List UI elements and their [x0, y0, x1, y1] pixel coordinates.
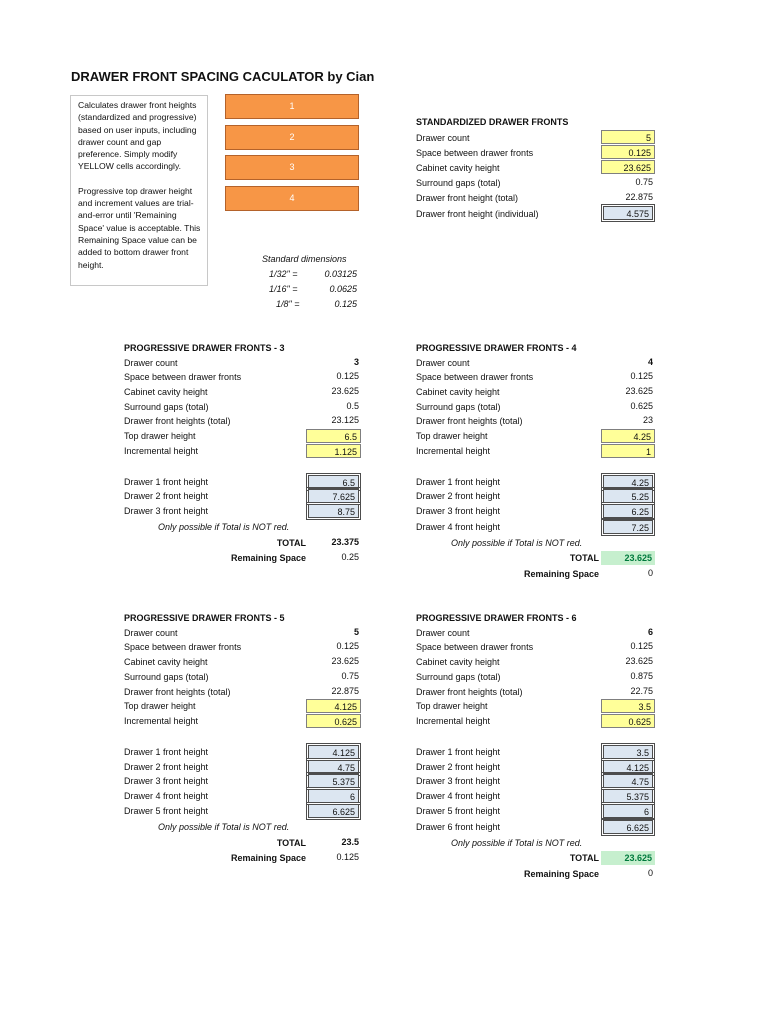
- label-cavity: Cabinet cavity height: [124, 657, 208, 667]
- section-title-progressive-4: PROGRESSIVE DRAWER FRONTS - 4: [416, 343, 577, 353]
- label-drawer-height: Drawer 1 front height: [416, 747, 501, 757]
- value-drawer-height: 7.625: [308, 489, 359, 503]
- dim-value: 0.0625: [329, 284, 357, 294]
- value-space-between: 0.125: [630, 371, 653, 381]
- value-total: 23.5: [341, 837, 359, 847]
- value-drawer-height: 5.375: [603, 789, 653, 803]
- label-cavity: Cabinet cavity height: [416, 163, 500, 173]
- value-drawer-height: 4.125: [603, 760, 653, 774]
- value-drawer-height: 6.25: [603, 504, 653, 518]
- dim-value: 0.125: [334, 299, 357, 309]
- value-heights-total: 23: [642, 415, 653, 425]
- section-title-progressive-5: PROGRESSIVE DRAWER FRONTS - 5: [124, 613, 285, 623]
- label-incremental: Incremental height: [416, 446, 491, 456]
- input-cavity[interactable]: 23.625: [601, 160, 655, 174]
- label-drawer-height: Drawer 1 front height: [416, 477, 501, 487]
- label-drawer-count: Drawer count: [416, 133, 470, 143]
- label-cavity: Cabinet cavity height: [416, 387, 500, 397]
- standard-dimensions-header: Standard dimensions: [262, 254, 347, 264]
- input-incremental[interactable]: 1.125: [306, 444, 361, 458]
- value-drawer-count: 3: [353, 357, 359, 367]
- label-top-height: Top drawer height: [124, 431, 196, 441]
- value-drawer-height: 4.125: [308, 745, 359, 759]
- label-space-between: Space between drawer fronts: [124, 642, 242, 652]
- value-remaining: 0: [647, 868, 653, 878]
- input-top-height[interactable]: 3.5: [601, 699, 655, 713]
- label-heights-total: Drawer front heights (total): [416, 416, 523, 426]
- value-surround: 0.875: [630, 671, 653, 681]
- value-drawer-height: 4.75: [308, 760, 359, 774]
- value-surround: 0.75: [635, 177, 653, 187]
- label-top-height: Top drawer height: [416, 701, 488, 711]
- nav-button-3[interactable]: 3: [225, 155, 359, 180]
- label-surround: Surround gaps (total): [124, 402, 209, 412]
- label-drawer-height: Drawer 2 front height: [124, 491, 209, 501]
- label-incremental: Incremental height: [416, 716, 491, 726]
- label-front-total: Drawer front height (total): [416, 193, 519, 203]
- only-possible-note: Only possible if Total is NOT red.: [158, 522, 290, 532]
- value-drawer-height: 5.25: [603, 489, 653, 503]
- input-incremental[interactable]: 0.625: [601, 714, 655, 728]
- value-drawer-height: 7.25: [603, 520, 653, 534]
- label-heights-total: Drawer front heights (total): [416, 687, 523, 697]
- dim-label: 1/32" =: [269, 269, 298, 279]
- value-total: 23.375: [331, 537, 359, 547]
- value-drawer-height: 6: [603, 804, 653, 818]
- label-drawer-height: Drawer 2 front height: [124, 762, 209, 772]
- label-incremental: Incremental height: [124, 716, 199, 726]
- label-drawer-height: Drawer 3 front height: [416, 776, 501, 786]
- value-drawer-height: 6.5: [308, 475, 359, 489]
- value-front-individual: 4.575: [603, 206, 653, 220]
- dim-label: 1/8" =: [276, 299, 300, 309]
- label-surround: Surround gaps (total): [416, 672, 501, 682]
- label-remaining: Remaining Space: [523, 569, 599, 579]
- value-heights-total: 23.125: [331, 415, 359, 425]
- label-drawer-height: Drawer 4 front height: [416, 791, 501, 801]
- value-heights-total: 22.875: [331, 686, 359, 696]
- label-drawer-height: Drawer 1 front height: [124, 747, 209, 757]
- value-drawer-height: 6.625: [308, 804, 359, 818]
- label-total: TOTAL: [569, 853, 599, 863]
- value-drawer-height: 6.625: [603, 820, 653, 834]
- input-top-height[interactable]: 6.5: [306, 429, 361, 443]
- label-surround: Surround gaps (total): [416, 178, 501, 188]
- value-drawer-height: 5.375: [308, 774, 359, 788]
- label-drawer-height: Drawer 2 front height: [416, 491, 501, 501]
- section-title-progressive-3: PROGRESSIVE DRAWER FRONTS - 3: [124, 343, 285, 353]
- label-remaining: Remaining Space: [230, 853, 306, 863]
- value-surround: 0.5: [346, 401, 359, 411]
- value-drawer-height: 6: [308, 789, 359, 803]
- nav-button-1[interactable]: 1: [225, 94, 359, 119]
- input-space-between[interactable]: 0.125: [601, 145, 655, 159]
- value-drawer-height: 4.25: [603, 475, 653, 489]
- label-total: TOTAL: [276, 538, 306, 548]
- label-drawer-height: Drawer 2 front height: [416, 762, 501, 772]
- nav-button-4[interactable]: 4: [225, 186, 359, 211]
- input-incremental[interactable]: 0.625: [306, 714, 361, 728]
- label-space-between: Space between drawer fronts: [416, 642, 534, 652]
- value-drawer-count: 4: [647, 357, 653, 367]
- label-surround: Surround gaps (total): [416, 402, 501, 412]
- value-space-between: 0.125: [630, 641, 653, 651]
- only-possible-note: Only possible if Total is NOT red.: [158, 822, 290, 832]
- label-drawer-height: Drawer 3 front height: [124, 776, 209, 786]
- value-front-total: 22.875: [625, 192, 653, 202]
- value-cavity: 23.625: [625, 656, 653, 666]
- label-total: TOTAL: [569, 553, 599, 563]
- label-heights-total: Drawer front heights (total): [124, 687, 231, 697]
- value-cavity: 23.625: [331, 386, 359, 396]
- label-cavity: Cabinet cavity height: [416, 657, 500, 667]
- value-total: 23.625: [601, 551, 655, 565]
- input-incremental[interactable]: 1: [601, 444, 655, 458]
- only-possible-note: Only possible if Total is NOT red.: [451, 838, 583, 848]
- label-drawer-height: Drawer 3 front height: [416, 506, 501, 516]
- value-remaining: 0.25: [341, 552, 359, 562]
- value-surround: 0.75: [341, 671, 359, 681]
- section-title-standardized: STANDARDIZED DRAWER FRONTS: [416, 117, 569, 127]
- value-drawer-height: 4.75: [603, 774, 653, 788]
- page-title: DRAWER FRONT SPACING CACULATOR by Cian: [71, 69, 375, 84]
- dim-value: 0.03125: [324, 269, 357, 279]
- instructions-text-progressive: Progressive top drawer height and increment values are trial-and-error until 'Remaining Space' value is acceptable. This Remaining Space value can be added to bottom drawer front height.: [78, 185, 201, 270]
- label-top-height: Top drawer height: [124, 701, 196, 711]
- label-drawer-height: Drawer 1 front height: [124, 477, 209, 487]
- nav-button-2[interactable]: 2: [225, 125, 359, 150]
- label-space-between: Space between drawer fronts: [416, 148, 534, 158]
- only-possible-note: Only possible if Total is NOT red.: [451, 538, 583, 548]
- label-drawer-height: Drawer 6 front height: [416, 822, 501, 832]
- value-cavity: 23.625: [625, 386, 653, 396]
- input-top-height[interactable]: 4.25: [601, 429, 655, 443]
- value-space-between: 0.125: [336, 371, 359, 381]
- label-drawer-count: Drawer count: [124, 628, 178, 638]
- label-cavity: Cabinet cavity height: [124, 387, 208, 397]
- input-drawer-count[interactable]: 5: [601, 130, 655, 144]
- label-space-between: Space between drawer fronts: [416, 372, 534, 382]
- label-surround: Surround gaps (total): [124, 672, 209, 682]
- dim-label: 1/16" =: [269, 284, 298, 294]
- label-total: TOTAL: [276, 838, 306, 848]
- value-remaining: 0.125: [336, 852, 359, 862]
- label-drawer-height: Drawer 3 front height: [124, 506, 209, 516]
- label-drawer-height: Drawer 4 front height: [124, 791, 209, 801]
- section-title-progressive-6: PROGRESSIVE DRAWER FRONTS - 6: [416, 613, 577, 623]
- label-drawer-count: Drawer count: [124, 358, 178, 368]
- label-remaining: Remaining Space: [230, 553, 306, 563]
- value-drawer-count: 6: [647, 627, 653, 637]
- value-drawer-height: 8.75: [308, 504, 359, 518]
- value-space-between: 0.125: [336, 641, 359, 651]
- label-drawer-count: Drawer count: [416, 628, 470, 638]
- value-cavity: 23.625: [331, 656, 359, 666]
- label-heights-total: Drawer front heights (total): [124, 416, 231, 426]
- label-drawer-count: Drawer count: [416, 358, 470, 368]
- instructions-note: [70, 95, 208, 286]
- label-front-individual: Drawer front height (individual): [416, 209, 539, 219]
- label-space-between: Space between drawer fronts: [124, 372, 242, 382]
- value-total: 23.625: [601, 851, 655, 865]
- label-incremental: Incremental height: [124, 446, 199, 456]
- value-drawer-count: 5: [353, 627, 359, 637]
- instructions-text: Calculates drawer front heights (standardized and progressive) based on user inputs, including drawer count and gap preference. Simply modify YELLOW cells accordingly.: [78, 100, 197, 172]
- value-remaining: 0: [647, 568, 653, 578]
- label-remaining: Remaining Space: [523, 869, 599, 879]
- value-heights-total: 22.75: [630, 686, 653, 696]
- label-drawer-height: Drawer 5 front height: [124, 806, 209, 816]
- label-drawer-height: Drawer 4 front height: [416, 522, 501, 532]
- value-drawer-height: 3.5: [603, 745, 653, 759]
- input-top-height[interactable]: 4.125: [306, 699, 361, 713]
- value-surround: 0.625: [630, 401, 653, 411]
- label-top-height: Top drawer height: [416, 431, 488, 441]
- label-drawer-height: Drawer 5 front height: [416, 806, 501, 816]
